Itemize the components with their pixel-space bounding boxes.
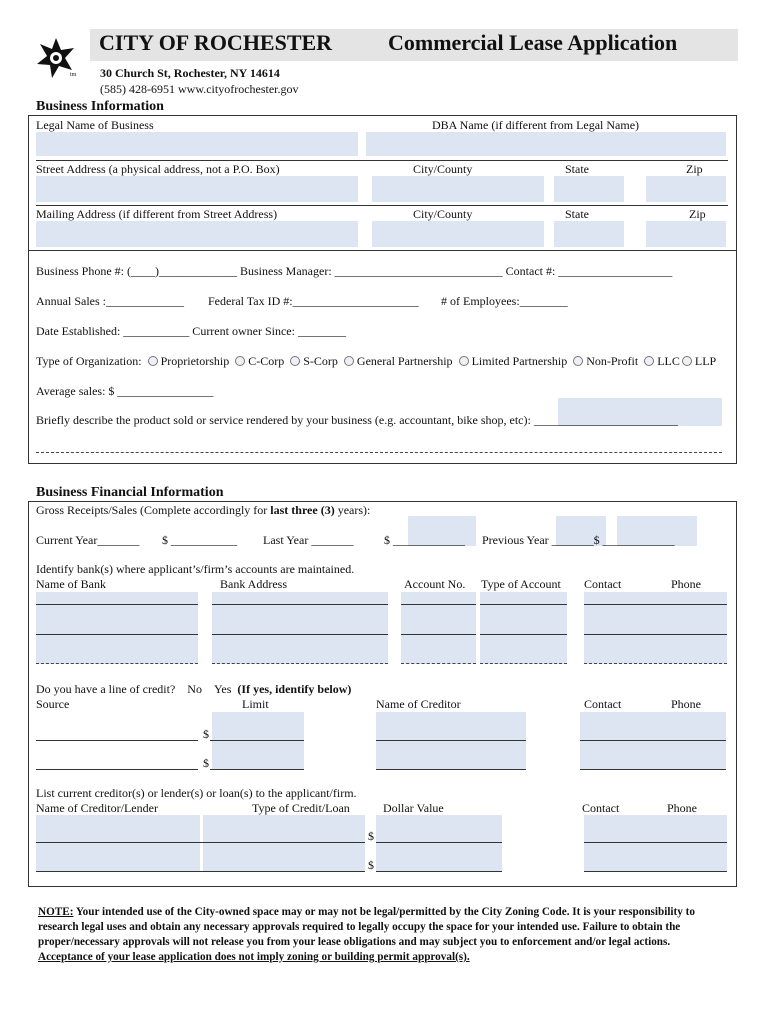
creditor-col-type: Type of Credit/Loan	[252, 801, 350, 815]
street-state-label: State	[565, 162, 589, 176]
bank-col-name: Name of Bank	[36, 577, 106, 591]
mailing-state-input[interactable]	[554, 221, 624, 247]
mailing-state-label: State	[565, 207, 589, 221]
current-year-amount: $ ___________	[162, 533, 237, 547]
org-type-row	[36, 354, 716, 369]
street-city-input[interactable]	[372, 176, 544, 202]
credit-no-option[interactable]: No	[187, 682, 202, 696]
mailing-label: Mailing Address (if different from Street Address)	[36, 207, 278, 221]
identify-banks-label: Identify bank(s) where applicant’s/firm’s accounts are maintained.	[36, 562, 355, 576]
credit-creditor-input[interactable]	[376, 712, 526, 770]
limit-dollar: $	[203, 756, 209, 770]
credit-question	[36, 682, 351, 697]
org-type-option: LLP	[694, 354, 717, 368]
federal-tax-id-field: Federal Tax ID #:_____________________	[208, 294, 419, 308]
table-row	[401, 634, 476, 635]
radio-proprietorship[interactable]	[148, 356, 158, 366]
mailing-zip-input[interactable]	[646, 221, 726, 247]
employees-field: # of Employees:________	[441, 294, 568, 308]
table-row	[401, 663, 476, 664]
creditor-value-input[interactable]	[376, 815, 502, 871]
table-row	[584, 634, 727, 635]
last-year-amount: $ ____________	[384, 533, 465, 547]
table-row	[401, 604, 476, 605]
city-address: 30 Church St, Rochester, NY 14614	[100, 66, 280, 80]
table-row	[480, 663, 567, 664]
org-name: CITY OF ROCHESTER	[99, 30, 333, 55]
previous-year-field: Previous Year _______$ ____________	[482, 533, 675, 547]
business-info-heading: Business Information	[36, 99, 164, 114]
current-year-field: Current Year_______	[36, 533, 140, 547]
table-row	[212, 604, 388, 605]
mailing-zip-label: Zip	[689, 207, 706, 221]
bank-address-input[interactable]	[212, 592, 388, 664]
radio-llp[interactable]	[682, 356, 692, 366]
radio-c-corp[interactable]	[235, 356, 245, 366]
bank-type-input[interactable]	[480, 592, 567, 664]
org-type-option: LLC	[657, 354, 680, 368]
bank-col-address: Bank Address	[220, 577, 287, 591]
table-row	[584, 663, 727, 664]
page-title: Commercial Lease Application	[388, 30, 678, 55]
credit-yes-note: (If yes, identify below)	[237, 682, 352, 696]
credit-col-phone: Phone	[671, 697, 701, 711]
table-row	[36, 604, 198, 605]
zoning-note	[38, 905, 720, 965]
creditor-name-input[interactable]	[36, 815, 200, 871]
note-text: Your intended use of the City-owned space may or may not be legal/permitted by the City Zoning Code. It is your responsibility to research legal uses and obtain any necessary approvals required to legally occupy the space for your intended use. Failure to obtain the proper/necessary approvals will not release you from your lease obligations and may subject you to enforcement and/or legal actions.	[38, 906, 695, 948]
street-input[interactable]	[36, 176, 358, 202]
credit-contact-input[interactable]	[580, 712, 726, 770]
table-row	[480, 634, 567, 635]
radio-limited-partnership[interactable]	[459, 356, 469, 366]
table-row	[36, 740, 198, 741]
note-emphasis: Acceptance of your lease application does not imply zoning or building permit approval(s).	[38, 951, 470, 963]
table-row	[210, 740, 304, 741]
limit-dollar: $	[203, 727, 209, 741]
table-row	[36, 842, 365, 843]
gross-label-text: Gross Receipts/Sales (Complete accordingly for	[36, 503, 271, 517]
divider	[36, 205, 728, 206]
bank-name-input[interactable]	[36, 592, 198, 664]
radio-s-corp[interactable]	[290, 356, 300, 366]
credit-col-creditor: Name of Creditor	[376, 697, 461, 711]
value-dollar: $	[368, 858, 374, 872]
credit-col-limit: Limit	[242, 697, 269, 711]
creditor-col-phone: Phone	[667, 801, 697, 815]
org-type-option: Limited Partnership	[471, 354, 568, 368]
gross-label-emphasis: last three (3)	[270, 503, 335, 517]
radio-llc[interactable]	[644, 356, 654, 366]
street-state-input[interactable]	[554, 176, 624, 202]
table-row	[580, 769, 726, 770]
table-row	[584, 604, 727, 605]
describe-line	[36, 452, 722, 453]
table-row	[36, 663, 198, 664]
last-year-field: Last Year _______	[263, 533, 354, 547]
creditor-col-name: Name of Creditor/Lender	[36, 801, 158, 815]
street-zip-label: Zip	[686, 162, 703, 176]
bank-contact-input[interactable]	[584, 592, 727, 664]
org-type-label: Type of Organization:	[36, 354, 142, 368]
table-row	[584, 842, 727, 843]
financial-heading: Business Financial Information	[36, 485, 224, 500]
credit-col-source: Source	[36, 697, 70, 711]
note-label: NOTE:	[38, 906, 74, 918]
org-type-option: C-Corp	[248, 354, 285, 368]
legal-name-label: Legal Name of Business	[36, 118, 154, 132]
city-contact: (585) 428-6951 www.cityofrochester.gov	[100, 82, 299, 96]
table-row	[480, 604, 567, 605]
trademark-mark: tm	[70, 72, 77, 78]
legal-name-input[interactable]	[36, 132, 358, 156]
annual-sales-field: Annual Sales :_____________	[36, 294, 184, 308]
table-row	[36, 769, 198, 770]
bank-col-contact: Contact	[584, 577, 622, 591]
table-row	[212, 663, 388, 664]
divider	[36, 160, 728, 161]
creditor-col-value: Dollar Value	[383, 801, 444, 815]
table-row	[212, 634, 388, 635]
street-city-label: City/County	[413, 162, 473, 176]
bank-col-type: Type of Account	[481, 577, 561, 591]
org-type-option: S-Corp	[303, 354, 338, 368]
date-established-field: Date Established: ___________ Current owner Since: ________	[36, 324, 346, 338]
gross-receipts-label	[36, 503, 370, 518]
street-label: Street Address (a physical address, not a P.O. Box)	[36, 162, 280, 176]
table-row	[376, 842, 502, 843]
org-type-option: General Partnership	[356, 354, 453, 368]
creditor-contact-input[interactable]	[584, 815, 727, 871]
radio-non-profit[interactable]	[573, 356, 583, 366]
credit-yes-option[interactable]: Yes	[213, 682, 232, 696]
divider	[28, 250, 737, 251]
mailing-city-label: City/County	[413, 207, 473, 221]
creditor-type-input[interactable]	[203, 815, 365, 871]
dba-name-label: DBA Name (if different from Legal Name)	[432, 118, 640, 132]
bank-col-account: Account No.	[404, 577, 466, 591]
describe-label: Briefly describe the product sold or service rendered by your business (e.g. accountant, bike shop, etc): ________________________	[36, 413, 678, 427]
street-zip-input[interactable]	[646, 176, 726, 202]
table-row	[36, 871, 365, 872]
org-type-option: Proprietorship	[160, 354, 230, 368]
mailing-input[interactable]	[36, 221, 358, 247]
gross-label-text: years):	[334, 503, 371, 517]
creditor-col-contact: Contact	[582, 801, 620, 815]
bank-account-input[interactable]	[401, 592, 476, 664]
credit-limit-input[interactable]	[212, 712, 304, 770]
table-row	[36, 634, 198, 635]
business-phone-line: Business Phone #: (____)_____________ Business Manager: ____________________________ Contact #: ___________________	[36, 264, 673, 278]
table-row	[584, 871, 727, 872]
table-row	[580, 740, 726, 741]
table-row	[376, 769, 526, 770]
radio-general-partnership[interactable]	[344, 356, 354, 366]
table-row	[376, 740, 526, 741]
bank-col-phone: Phone	[671, 577, 701, 591]
dba-name-input[interactable]	[366, 132, 726, 156]
table-row	[210, 769, 304, 770]
credit-col-contact: Contact	[584, 697, 622, 711]
table-row	[376, 871, 502, 872]
credit-question-text: Do you have a line of credit?	[36, 682, 176, 696]
creditors-intro: List current creditor(s) or lender(s) or loan(s) to the applicant/firm.	[36, 786, 357, 800]
value-dollar: $	[368, 829, 374, 843]
mailing-city-input[interactable]	[372, 221, 544, 247]
org-type-option: Non-Profit	[586, 354, 639, 368]
average-sales-field: Average sales: $ ________________	[36, 384, 214, 398]
